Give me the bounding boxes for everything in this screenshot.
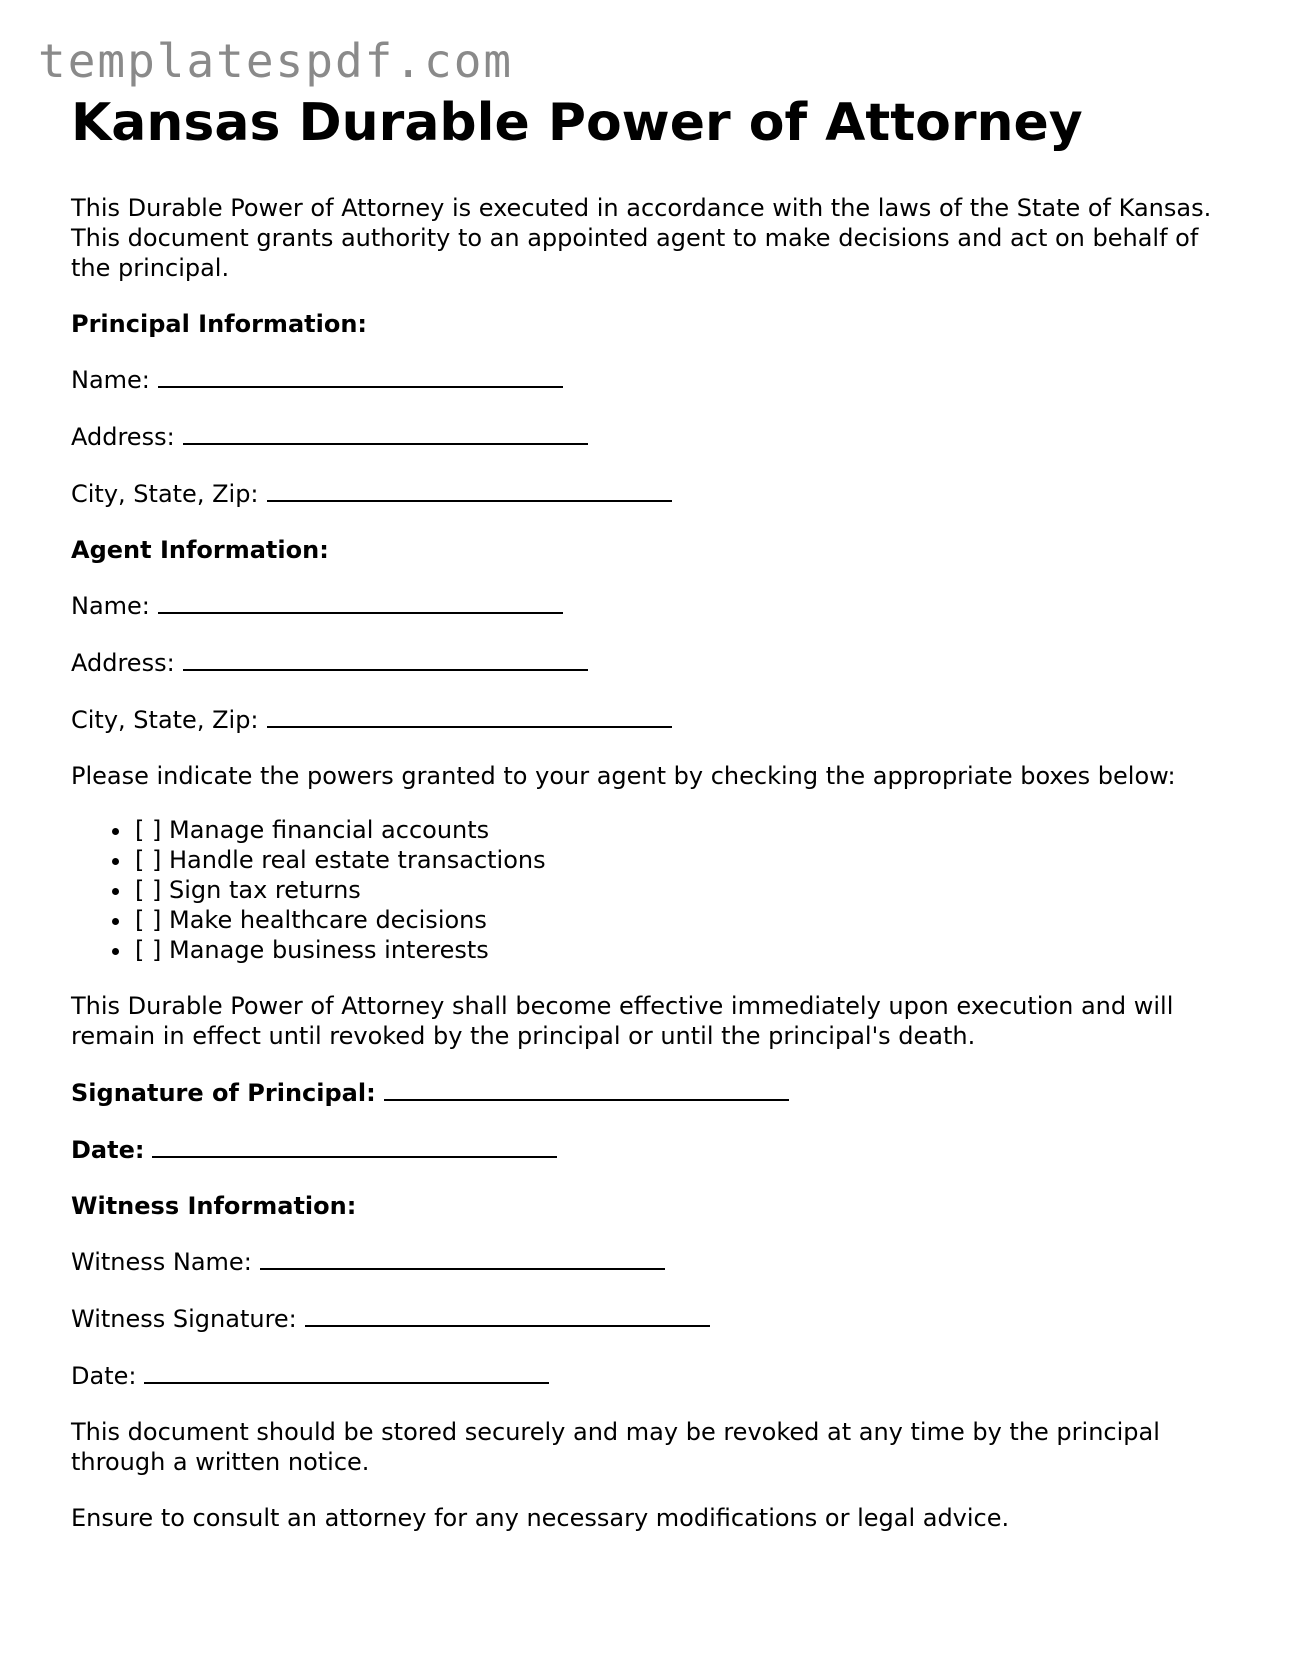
- agent-heading: Agent Information:: [71, 536, 329, 564]
- document-page: [71, 92, 1231, 1533]
- principal-address-field[interactable]: [71, 421, 1231, 452]
- principal-city-line[interactable]: [267, 478, 672, 502]
- signature-date-line[interactable]: [152, 1134, 557, 1158]
- agent-name-line[interactable]: [158, 590, 563, 614]
- principal-signature-label: Signature of Principal:: [71, 1079, 376, 1107]
- agent-name-field[interactable]: [71, 590, 1231, 621]
- agent-city-field[interactable]: [71, 704, 1231, 735]
- power-option[interactable]: • [ ] Manage business interests: [133, 935, 1231, 965]
- principal-city-label: City, State, Zip:: [71, 480, 259, 508]
- intro-paragraph: This Durable Power of Attorney is executed in accordance with the laws of the State of Kansas. This document grants authority to an appointed agent to make decisions and act on behalf of the principal.: [71, 194, 1212, 282]
- principal-signature-line[interactable]: [384, 1077, 789, 1101]
- witness-name-label: Witness Name:: [71, 1248, 252, 1276]
- page-title: Kansas Durable Power of Attorney: [71, 93, 1083, 153]
- witness-date-line[interactable]: [144, 1360, 549, 1384]
- witness-name-line[interactable]: [260, 1246, 665, 1270]
- consult-note: Ensure to consult an attorney for any necessary modifications or legal advice.: [71, 1504, 1010, 1532]
- powers-list: [71, 815, 1231, 965]
- agent-name-label: Name:: [71, 592, 150, 620]
- principal-signature-field[interactable]: [71, 1077, 1231, 1108]
- watermark: templatespdf.com: [38, 34, 514, 88]
- principal-name-label: Name:: [71, 366, 150, 394]
- witness-name-field[interactable]: [71, 1246, 1231, 1277]
- agent-address-label: Address:: [71, 649, 175, 677]
- principal-address-label: Address:: [71, 423, 175, 451]
- witness-signature-field[interactable]: [71, 1303, 1231, 1334]
- principal-heading: Principal Information:: [71, 310, 368, 338]
- principal-name-line[interactable]: [158, 364, 563, 388]
- witness-signature-label: Witness Signature:: [71, 1305, 297, 1333]
- principal-city-field[interactable]: [71, 478, 1231, 509]
- power-option[interactable]: • [ ] Sign tax returns: [133, 875, 1231, 905]
- witness-signature-line[interactable]: [305, 1303, 710, 1327]
- witness-date-label: Date:: [71, 1362, 137, 1390]
- power-option[interactable]: • [ ] Handle real estate transactions: [133, 845, 1231, 875]
- signature-date-field[interactable]: [71, 1134, 1231, 1165]
- storage-note: This document should be stored securely and may be revoked at any time by the principal through a written notice.: [71, 1418, 1160, 1476]
- agent-address-field[interactable]: [71, 647, 1231, 678]
- effective-paragraph: This Durable Power of Attorney shall become effective immediately upon execution and will remain in effect until revoked by the principal or until the principal's death.: [71, 992, 1174, 1050]
- witness-heading: Witness Information:: [71, 1192, 357, 1220]
- agent-city-label: City, State, Zip:: [71, 706, 259, 734]
- principal-name-field[interactable]: [71, 364, 1231, 395]
- agent-city-line[interactable]: [267, 704, 672, 728]
- power-option[interactable]: • [ ] Make healthcare decisions: [133, 905, 1231, 935]
- principal-address-line[interactable]: [183, 421, 588, 445]
- agent-address-line[interactable]: [183, 647, 588, 671]
- power-option[interactable]: • [ ] Manage financial accounts: [133, 815, 1231, 845]
- signature-date-label: Date:: [71, 1136, 145, 1164]
- powers-instructions: Please indicate the powers granted to your agent by checking the appropriate boxes below:: [71, 762, 1176, 790]
- witness-date-field[interactable]: [71, 1360, 1231, 1391]
